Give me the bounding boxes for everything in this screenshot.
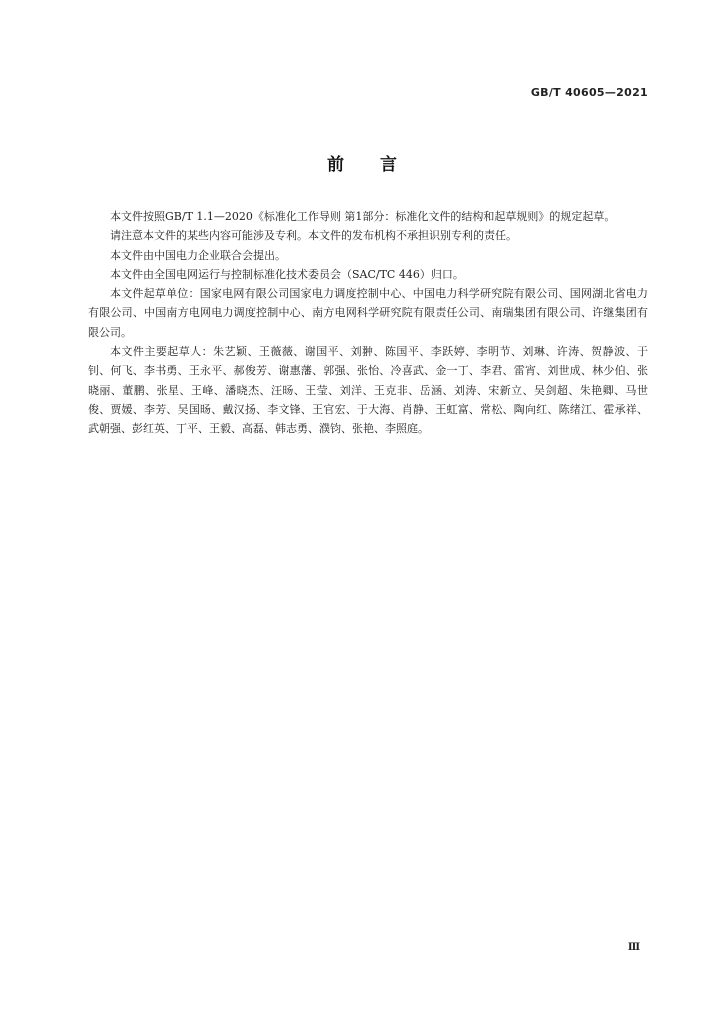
standard-number: GB/T 40605—2021 bbox=[530, 86, 648, 99]
paragraph-drafting-rules: 本文件按照GB/T 1.1—2020《标准化工作导则 第1部分：标准化文件的结构和起草规则》的规定起草。 bbox=[110, 210, 616, 223]
paragraph-patent-notice: 请注意本文件的某些内容可能涉及专利。本文件的发布机构不承担识别专利的责任。 bbox=[110, 229, 517, 243]
paragraph-technical-committee: 本文件由全国电网运行与控制标准化技术委员会（SAC/TC 446）归口。 bbox=[110, 267, 464, 281]
paragraph-drafting-organizations: 本文件起草单位：国家电网有限公司国家电力调度控制中心、中国电力科学研究院有限公司、国网湖北省电力有限公司、中国南方电网电力调度控制中心、南方电网科学研究院有限责任公司、南瑞集团有限公司、许继集团有限公司。 bbox=[88, 287, 648, 339]
page-title: 前言 bbox=[327, 155, 433, 175]
foreword-body bbox=[88, 207, 648, 439]
page-number: Ⅲ bbox=[627, 942, 640, 953]
paragraph-drafters: 本文件主要起草人：朱艺颖、王薇薇、谢国平、刘翀、陈国平、李跃婷、李明节、刘琳、许涛、贺静波、于钊、何飞、李书勇、王永平、郝俊芳、谢惠藩、郭强、张怡、冷喜武、金一丁、李君、雷宵、刘世成、林少伯、张晓丽、董鹏、张星、王峰、潘晓杰、汪旸、王莹、刘洋、王克非、岳涵、刘涛、宋新立、吴剑超、朱艳卿、马世俊、贾媛、李芳、吴国旸、戴汉扬、李文锋、王官宏、于大海、肖静、王虹富、常松、陶向红、陈绪江、霍承祥、武朝强、彭红英、丁平、王毅、高磊、韩志勇、濮钧、张艳、李照庭。 bbox=[88, 345, 648, 436]
paragraph-proposed-by: 本文件由中国电力企业联合会提出。 bbox=[110, 248, 286, 262]
